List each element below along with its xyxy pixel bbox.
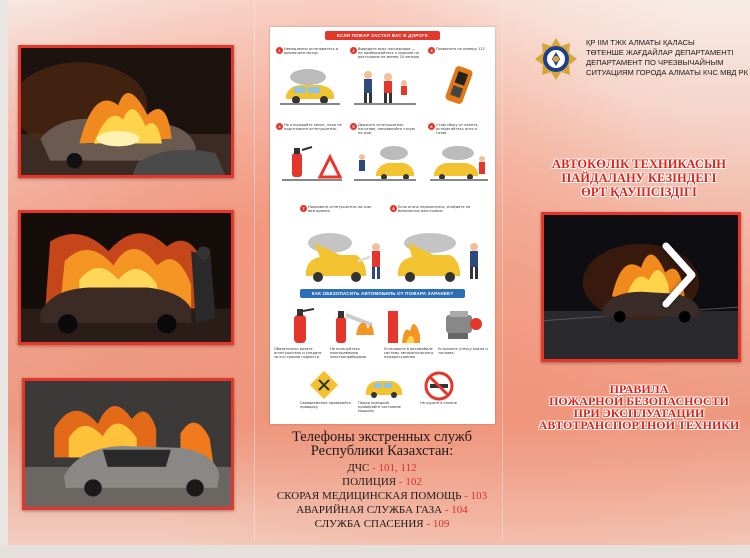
wrench-warning-icon bbox=[310, 371, 338, 399]
tip-item bbox=[300, 205, 388, 285]
prevention-item bbox=[300, 401, 352, 421]
burning-car-photo-4 bbox=[541, 212, 741, 362]
tip-number: 7 bbox=[300, 205, 307, 212]
service-number: 104 bbox=[451, 504, 468, 516]
tip-number: 1 bbox=[276, 47, 283, 54]
tip-item bbox=[276, 123, 346, 183]
tip-number: 3 bbox=[428, 47, 435, 54]
open-hood-extinguish-icon bbox=[300, 231, 386, 283]
tip-item bbox=[428, 47, 490, 107]
prevention-text: Не пользуйтесь неисправными электроприборами bbox=[330, 347, 367, 360]
phones-title-line2: Республики Казахстан: bbox=[310, 443, 454, 459]
prevention-text: Своевременно проверяйте проводку bbox=[300, 401, 351, 410]
emergency-emblem-icon bbox=[534, 37, 578, 81]
person-at-car-icon bbox=[430, 145, 488, 181]
tip-number: 8 bbox=[390, 205, 397, 212]
russian-title-line: ПРАВИЛА bbox=[609, 382, 669, 396]
tip-number: 6 bbox=[428, 123, 435, 130]
service-separator: - bbox=[442, 504, 452, 516]
tip-text: Немедленно остановитесь и выключите мотор bbox=[284, 47, 339, 56]
scan-edge-left bbox=[0, 0, 8, 558]
service-number: 103 bbox=[470, 490, 488, 502]
extinguisher-icon bbox=[284, 305, 318, 345]
mobile-phone-icon bbox=[442, 65, 476, 105]
prevention-item bbox=[420, 401, 466, 421]
prevention-text: Устраните утечку масла и топлива bbox=[438, 347, 488, 356]
fold-line bbox=[254, 0, 255, 540]
org-name-line: ТӨТЕНШЕ ЖАҒДАЙЛАР ДЕПАРТАМЕНТІ bbox=[586, 48, 734, 57]
extinguisher-spray-icon bbox=[332, 305, 374, 345]
tip-item bbox=[428, 123, 490, 183]
kazakh-title-line: ПАЙДАЛАНУ КЕЗІНДЕГІ bbox=[561, 171, 717, 185]
service-name: АВАРИЙНАЯ СЛУЖБА ГАЗА bbox=[296, 504, 443, 516]
prevention-text: Установите в автомобиле систему автоматического пожаротушения bbox=[384, 347, 434, 360]
fire-safety-infographic bbox=[270, 27, 495, 424]
tip-text: Выведите всех пассажиров — не приближайтесь к машине на расстояние не менее 20 метров bbox=[358, 47, 419, 60]
service-name: СКОРАЯ МЕДИЦИНСКАЯ ПОМОЩЬ bbox=[276, 490, 462, 502]
phone-row bbox=[262, 462, 502, 475]
service-number: 101, 112 bbox=[378, 462, 417, 474]
tip-text: Стою сбоку от капота, остерегайтесь огня и газов bbox=[436, 123, 479, 136]
banner-text: КАК ОБЕЗОПАСИТЬ АВТОМОБИЛЬ ОТ ПОЖАРА ЗАРАНЕЕ? bbox=[311, 291, 454, 296]
car-smoke-icon bbox=[280, 69, 340, 105]
prevention-text: Обязательно возите огнетушитель и следите за его сроком годности bbox=[274, 347, 322, 360]
phone-row bbox=[262, 504, 502, 517]
org-name-line: ҚР ІІМ ТЖК АЛМАТЫ ҚАЛАСЫ bbox=[586, 38, 695, 47]
service-name: ПОЛИЦИЯ bbox=[342, 476, 397, 488]
russian-title-line: АВТОТРАНСПОРТНОЙ ТЕХНИКИ bbox=[538, 418, 740, 432]
banner-text: ЕСЛИ ПОЖАР ЗАСТАЛ ВАС В ДОРОГЕ bbox=[336, 33, 429, 38]
tip-text: Позвоните по номеру 112 bbox=[436, 47, 485, 51]
tip-item bbox=[390, 205, 488, 285]
russian-title-line: ПРИ ЭКСПЛУАТАЦИИ bbox=[573, 406, 705, 420]
tip-number: 5 bbox=[350, 123, 357, 130]
service-number: 109 bbox=[432, 518, 450, 530]
service-separator: - bbox=[423, 518, 433, 530]
tip-item bbox=[350, 47, 422, 107]
phones-title-line1: Телефоны экстренных служб bbox=[292, 429, 472, 445]
infographic-header-banner bbox=[325, 31, 440, 40]
scan-edge-bottom bbox=[0, 545, 750, 558]
people-running-icon bbox=[354, 69, 416, 105]
tip-text: Направьте огнетушитель на очаг возгорания bbox=[308, 205, 372, 214]
prevention-text: Не курите в салоне bbox=[420, 401, 457, 405]
service-number: 102 bbox=[405, 476, 422, 488]
car-engine-fire-icon bbox=[390, 231, 486, 283]
extinguisher-and-triangle-icon bbox=[282, 145, 342, 181]
phone-row bbox=[262, 518, 502, 531]
tip-text: Не открывайте капот, пока не подготовите огнетушитель bbox=[284, 123, 342, 132]
burning-car-photo-3 bbox=[22, 378, 234, 510]
chevron-right-icon[interactable] bbox=[652, 240, 702, 310]
infographic-prevention-banner bbox=[300, 289, 465, 298]
fold-line bbox=[502, 0, 503, 540]
person-extinguishing-car-icon bbox=[354, 145, 416, 181]
car-check-icon bbox=[364, 373, 404, 399]
service-name: СЛУЖБА СПАСЕНИЯ bbox=[314, 518, 424, 530]
burning-car-photo-1 bbox=[18, 45, 234, 178]
service-separator: - bbox=[461, 490, 471, 502]
russian-title-line: ПОЖАРНОЙ БЕЗОПАСНОСТИ bbox=[549, 394, 729, 408]
tip-text: Держите огнетушитель наготове, направляйте струю на очаг bbox=[358, 123, 415, 136]
kazakh-title-line: АВТОКӨЛІК ТЕХНИКАСЫН bbox=[552, 157, 726, 171]
phone-row bbox=[262, 490, 502, 503]
tip-number: 4 bbox=[276, 123, 283, 130]
prevention-text: Перед поездкой проверяйте состояние машины bbox=[358, 401, 401, 414]
org-name-line: СИТУАЦИЯМ ГОРОДА АЛМАТЫ КЧС МВД РК bbox=[586, 68, 749, 77]
service-name: ДЧС bbox=[347, 462, 370, 474]
fire-system-icon bbox=[384, 305, 426, 345]
no-smoking-icon bbox=[424, 371, 454, 401]
org-name-line: ДЕПАРТАМЕНТ ПО ЧРЕЗВЫЧАЙНЫМ bbox=[586, 58, 724, 67]
tip-item bbox=[350, 123, 422, 183]
engine-part-icon bbox=[440, 305, 486, 345]
burning-car-photo-2 bbox=[18, 210, 234, 345]
service-separator: - bbox=[396, 476, 406, 488]
kazakh-title-line: ӨРТ ҚАУІПСІЗДІГІ bbox=[581, 185, 697, 199]
phone-row bbox=[262, 476, 502, 489]
prevention-item bbox=[358, 401, 412, 421]
service-separator: - bbox=[369, 462, 379, 474]
tip-item bbox=[276, 47, 346, 107]
tip-text: Если огонь перекинулся, отойдите на безопасное расстояние bbox=[398, 205, 471, 214]
tip-number: 2 bbox=[350, 47, 357, 54]
